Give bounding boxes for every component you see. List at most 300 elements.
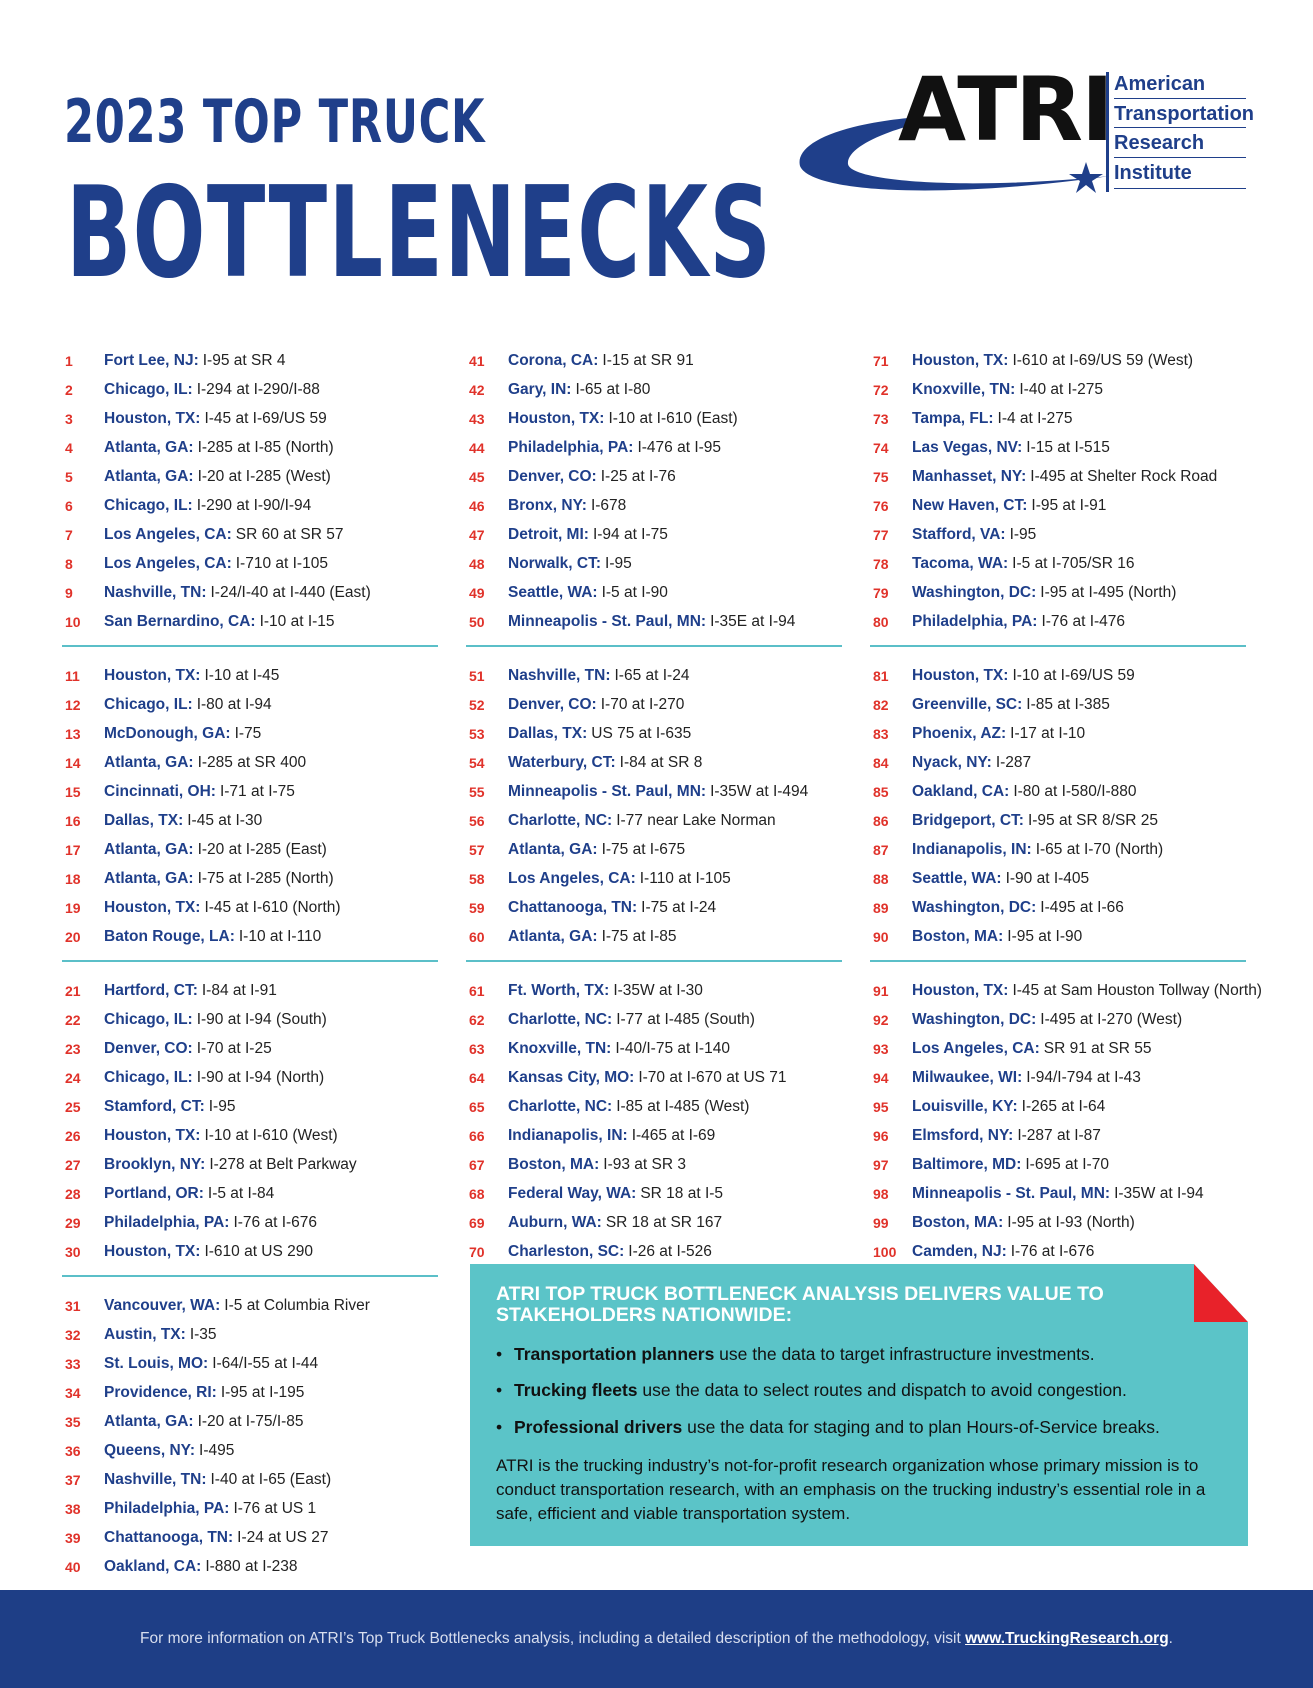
road-label: I-20 at I-285 (East) [197,840,327,858]
location-label: Washington, DC: [912,583,1037,601]
rank-number: 23 [65,1040,81,1057]
road-label: I-678 [590,496,627,514]
road-label: I-495 at I-66 [1040,898,1124,916]
list-item [466,748,866,777]
list-item [466,893,866,922]
location-label: Houston, TX: [508,409,605,427]
value-panel [470,1264,1248,1546]
logo-rule [1114,188,1246,189]
road-label: I-495 at I-270 (West) [1040,1010,1183,1028]
rank-number: 31 [65,1297,81,1314]
bullet-text: use the data to target infrastructure investments. [714,1344,1095,1364]
footer-text [0,1630,1313,1648]
location-label: Minneapolis - St. Paul, MN: [912,1184,1111,1202]
rank-number: 73 [873,410,889,427]
location-label: Chattanooga, TN: [508,898,638,916]
location-label: McDonough, GA: [104,724,231,742]
road-label: I-70 at I-25 [196,1039,272,1057]
rank-number: 40 [65,1558,81,1575]
road-label: I-95 at I-91 [1031,496,1107,514]
rank-number: 8 [65,555,73,572]
list-item [870,1005,1270,1034]
rank-number: 3 [65,410,73,427]
road-label: I-76 at I-676 [1010,1242,1095,1260]
list-item [870,690,1270,719]
rank-number: 88 [873,870,889,887]
panel-paragraph: ATRI is the trucking industry’s not-for-profit research organization whose primary mission is to conduct transportation research, with an emphasis on the trucking industry’s essential role in a safe, efficient and viable transportation system. [496,1456,1206,1523]
road-label: I-70 at I-670 at US 71 [638,1068,787,1086]
list-item [62,1005,462,1034]
road-label: I-65 at I-24 [614,666,690,684]
list-item [870,1121,1270,1150]
list-item [62,1092,462,1121]
section-divider [870,960,1246,962]
road-label: I-24 at US 27 [237,1528,329,1546]
location-label: Bronx, NY: [508,496,587,514]
section-divider [62,1275,438,1277]
list-item [466,1063,866,1092]
location-label: Brooklyn, NY: [104,1155,206,1173]
panel-heading: ATRI TOP TRUCK BOTTLENECK ANALYSIS DELIVERS VALUE TO STAKEHOLDERS NATIONWIDE: [496,1283,1104,1327]
road-label: I-75 at I-285 (North) [197,869,334,887]
location-label: Boston, MA: [912,1213,1004,1231]
rank-number: 86 [873,812,889,829]
rank-number: 63 [469,1040,485,1057]
list-item [62,578,462,607]
list-item [62,1552,462,1581]
list-item [466,1121,866,1150]
road-label: I-40/I-75 at I-140 [615,1039,730,1057]
list-item [466,1150,866,1179]
bottleneck-group [870,661,1270,951]
road-label: I-95 at I-93 (North) [1007,1213,1135,1231]
location-label: Philadelphia, PA: [104,1499,230,1517]
road-label: I-476 at I-95 [637,438,722,456]
logo-sub-american: American [1114,73,1206,95]
road-label: US 75 at I-635 [591,724,692,742]
location-label: Elmsford, NY: [912,1126,1014,1144]
location-label: Boston, MA: [508,1155,600,1173]
road-label: I-76 at I-476 [1041,612,1126,630]
location-label: Los Angeles, CA: [912,1039,1040,1057]
list-item [62,375,462,404]
location-label: Houston, TX: [104,409,201,427]
list-item [466,661,866,690]
rank-number: 95 [873,1098,889,1115]
location-label: Norwalk, CT: [508,554,602,572]
location-label: Austin, TX: [104,1325,186,1343]
road-label: I-35W at I-30 [613,981,703,999]
rank-number: 51 [469,667,485,684]
list-item [62,520,462,549]
list-item [870,1237,1270,1266]
location-label: Kansas City, MO: [508,1068,635,1086]
road-label: I-287 at I-87 [1017,1126,1101,1144]
bottleneck-group [870,346,1270,636]
list-item [62,346,462,375]
location-label: Camden, NJ: [912,1242,1007,1260]
location-label: Houston, TX: [104,666,201,684]
rank-number: 83 [873,725,889,742]
location-label: Baltimore, MD: [912,1155,1022,1173]
list-item [62,491,462,520]
rank-number: 48 [469,555,485,572]
road-label: I-64/I-55 at I-44 [212,1354,319,1372]
rank-number: 99 [873,1214,889,1231]
location-label: Chicago, IL: [104,1068,193,1086]
bullet-text: use the data for staging and to plan Hours-of-Service breaks. [682,1417,1160,1437]
road-label: I-76 at US 1 [233,1499,317,1517]
location-label: St. Louis, MO: [104,1354,209,1372]
location-label: Seattle, WA: [508,583,598,601]
bottleneck-group [62,976,462,1266]
location-label: Houston, TX: [912,666,1009,684]
road-label: I-20 at I-75/I-85 [197,1412,304,1430]
location-label: Oakland, CA: [912,782,1010,800]
rank-number: 20 [65,928,81,945]
list-item [870,520,1270,549]
list-item [466,462,866,491]
list-item [870,549,1270,578]
rank-number: 64 [469,1069,485,1086]
rank-number: 79 [873,584,889,601]
list-item [62,1063,462,1092]
road-label: I-40 at I-65 (East) [210,1470,332,1488]
rank-number: 28 [65,1185,81,1202]
road-label: I-24/I-40 at I-440 (East) [210,583,371,601]
page-fold-icon [1194,1264,1248,1322]
list-item [62,404,462,433]
rank-number: 11 [65,667,80,684]
location-label: Seattle, WA: [912,869,1002,887]
list-item [466,404,866,433]
list-item [466,549,866,578]
rank-number: 56 [469,812,485,829]
rank-number: 72 [873,381,889,398]
location-label: Dallas, TX: [104,811,184,829]
road-label: SR 91 at SR 55 [1043,1039,1152,1057]
rank-number: 6 [65,497,73,514]
road-label: I-10 at I-610 (East) [608,409,738,427]
list-item [466,976,866,1005]
location-label: Atlanta, GA: [104,753,194,771]
list-item [870,922,1270,951]
rank-number: 93 [873,1040,889,1057]
list-item [870,835,1270,864]
location-label: Philadelphia, PA: [508,438,634,456]
list-item [62,1523,462,1552]
road-label: I-95 at I-495 (North) [1040,583,1177,601]
list-item [870,346,1270,375]
road-label: I-5 at I-705/SR 16 [1012,554,1135,572]
panel-bullet: • Professional drivers use the data for staging and to plan Hours-of-Service breaks. [496,1417,1160,1437]
rank-number: 76 [873,497,889,514]
location-label: Providence, RI: [104,1383,217,1401]
rank-number: 57 [469,841,485,858]
location-label: Nashville, TN: [104,583,207,601]
list-item [62,777,462,806]
road-label: I-20 at I-285 (West) [197,467,331,485]
rank-number: 19 [65,899,81,916]
list-item [62,1494,462,1523]
location-label: Philadelphia, PA: [912,612,1038,630]
section-divider [62,645,438,647]
rank-number: 41 [469,352,485,369]
rank-number: 53 [469,725,485,742]
location-label: Nashville, TN: [508,666,611,684]
list-item [62,1208,462,1237]
list-item [870,661,1270,690]
list-item [870,491,1270,520]
road-label: I-95 at SR 4 [202,351,286,369]
list-item [62,661,462,690]
rank-number: 30 [65,1243,81,1260]
location-label: Nyack, NY: [912,753,992,771]
rank-number: 34 [65,1384,81,1401]
footer-suffix: . [1168,1630,1173,1647]
rank-number: 2 [65,381,73,398]
rank-number: 21 [65,982,81,999]
location-label: Nashville, TN: [104,1470,207,1488]
road-label: I-45 at I-610 (North) [204,898,341,916]
rank-number: 12 [65,696,81,713]
rank-number: 16 [65,812,81,829]
list-item [870,375,1270,404]
logo-sub-institute: Institute [1114,162,1192,184]
rank-number: 38 [65,1500,81,1517]
logo-sub-transportation: Transportation [1114,103,1255,125]
road-label: I-10 at I-110 [238,927,322,945]
list-item [466,719,866,748]
road-label: I-80 at I-94 [196,695,272,713]
list-item [62,1121,462,1150]
rank-number: 32 [65,1326,81,1343]
location-label: Louisville, KY: [912,1097,1018,1115]
road-label: I-90 at I-405 [1005,869,1090,887]
list-item [62,1378,462,1407]
list-item [870,433,1270,462]
logo-sub-research: Research [1114,132,1205,154]
rank-number: 35 [65,1413,81,1430]
rank-number: 50 [469,613,485,630]
list-item [62,922,462,951]
list-item [466,690,866,719]
logo-rule [1114,157,1246,158]
rank-number: 65 [469,1098,485,1115]
location-label: Charlotte, NC: [508,1010,613,1028]
road-label: I-95 at SR 8/SR 25 [1027,811,1159,829]
rank-number: 17 [65,841,81,858]
rank-number: 42 [469,381,485,398]
road-label: I-65 at I-80 [575,380,651,398]
bottleneck-group [62,346,462,636]
atri-logo-word: ATRI [898,58,1112,161]
location-label: Waterbury, CT: [508,753,616,771]
location-label: Oakland, CA: [104,1557,202,1575]
location-label: Corona, CA: [508,351,599,369]
road-label: I-94/I-794 at I-43 [1026,1068,1141,1086]
road-label: I-290 at I-90/I-94 [196,496,312,514]
list-item [466,1092,866,1121]
road-label: I-265 at I-64 [1021,1097,1106,1115]
road-label: I-35 [189,1325,217,1343]
location-label: Los Angeles, CA: [508,869,636,887]
list-item [62,1465,462,1494]
list-item [870,893,1270,922]
location-label: Washington, DC: [912,898,1037,916]
road-label: I-285 at SR 400 [197,753,307,771]
list-item [870,1092,1270,1121]
list-item [466,1034,866,1063]
location-label: Knoxville, TN: [508,1039,612,1057]
road-label: I-80 at I-580/I-880 [1013,782,1137,800]
rank-number: 84 [873,754,889,771]
rank-number: 54 [469,754,485,771]
road-label: I-610 at I-69/US 59 (West) [1012,351,1194,369]
bottleneck-group [870,976,1270,1266]
rank-number: 45 [469,468,485,485]
location-label: Atlanta, GA: [104,438,194,456]
rank-number: 33 [65,1355,81,1372]
road-label: I-695 at I-70 [1025,1155,1109,1173]
list-item [870,806,1270,835]
section-divider [466,645,842,647]
location-label: Auburn, WA: [508,1213,602,1231]
list-item [62,1150,462,1179]
rank-number: 92 [873,1011,889,1028]
page-title-line-2: BOTTLENECKS [66,159,773,306]
list-item [466,777,866,806]
rank-number: 55 [469,783,485,800]
location-label: Greenville, SC: [912,695,1023,713]
bottleneck-group [62,661,462,951]
location-label: Charlotte, NC: [508,1097,613,1115]
rank-number: 85 [873,783,889,800]
location-label: Tacoma, WA: [912,554,1009,572]
rank-number: 60 [469,928,485,945]
rank-number: 91 [873,982,889,999]
road-label: I-710 at I-105 [235,554,328,572]
rank-number: 36 [65,1442,81,1459]
list-item [466,922,866,951]
panel-bullet: • Transportation planners use the data to target infrastructure investments. [496,1344,1095,1364]
location-label: Houston, TX: [104,1242,201,1260]
panel-bullet: • Trucking fleets use the data to select routes and dispatch to avoid congestion. [496,1380,1127,1400]
list-item [870,607,1270,636]
list-item [870,777,1270,806]
bottleneck-column-1 [62,346,462,1581]
logo-rule [1114,127,1246,128]
list-item [466,1005,866,1034]
rank-number: 94 [873,1069,889,1086]
list-item [466,1237,866,1266]
location-label: Queens, NY: [104,1441,196,1459]
list-item [62,748,462,777]
rank-number: 24 [65,1069,81,1086]
rank-number: 78 [873,555,889,572]
location-label: Los Angeles, CA: [104,554,232,572]
road-label: I-10 at I-610 (West) [204,1126,338,1144]
rank-number: 1 [65,352,73,369]
list-item [870,462,1270,491]
rank-number: 74 [873,439,889,456]
location-label: Federal Way, WA: [508,1184,637,1202]
road-label: I-45 at I-30 [187,811,263,829]
rank-number: 100 [873,1243,897,1260]
footer-message: For more information on ATRI’s Top Truck Bottlenecks analysis, including a detailed description of the methodology, visit [140,1630,966,1647]
road-label: I-278 at Belt Parkway [209,1155,357,1173]
rank-number: 71 [873,352,889,369]
road-label: I-94 at I-75 [592,525,668,543]
list-item [466,1208,866,1237]
road-label: I-5 at I-84 [207,1184,275,1202]
list-item [870,1034,1270,1063]
list-item [870,1063,1270,1092]
location-label: Atlanta, GA: [104,840,194,858]
rank-number: 68 [469,1185,485,1202]
location-label: Cincinnati, OH: [104,782,216,800]
list-item [870,1150,1270,1179]
road-label: I-285 at I-85 (North) [197,438,334,456]
rank-number: 43 [469,410,485,427]
location-label: Los Angeles, CA: [104,525,232,543]
rank-number: 25 [65,1098,81,1115]
rank-number: 39 [65,1529,81,1546]
list-item [870,719,1270,748]
road-label: I-76 at I-676 [233,1213,318,1231]
rank-number: 75 [873,468,889,485]
trucking-research-link[interactable]: www.TruckingResearch.org [965,1630,1169,1647]
list-item [62,806,462,835]
rank-number: 10 [65,613,81,630]
rank-number: 97 [873,1156,889,1173]
rank-number: 96 [873,1127,889,1144]
location-label: Denver, CO: [508,467,597,485]
location-label: Hartford, CT: [104,981,198,999]
road-label: I-35W at I-494 [710,782,809,800]
rank-number: 27 [65,1156,81,1173]
rank-number: 37 [65,1471,81,1488]
location-label: Indianapolis, IN: [912,840,1032,858]
road-label: I-35W at I-94 [1114,1184,1204,1202]
list-item [62,1034,462,1063]
location-label: Charlotte, NC: [508,811,613,829]
road-label: I-35E at I-94 [710,612,796,630]
rank-number: 52 [469,696,485,713]
location-label: Bridgeport, CT: [912,811,1024,829]
location-label: Indianapolis, IN: [508,1126,628,1144]
list-item [870,1179,1270,1208]
road-label: I-45 at Sam Houston Tollway (North) [1012,981,1262,999]
location-label: Houston, TX: [912,981,1009,999]
road-label: I-294 at I-290/I-88 [196,380,320,398]
rank-number: 29 [65,1214,81,1231]
location-label: Stamford, CT: [104,1097,205,1115]
list-item [870,404,1270,433]
road-label: I-10 at I-45 [204,666,280,684]
list-item [62,462,462,491]
location-label: Chicago, IL: [104,1010,193,1028]
rank-number: 5 [65,468,73,485]
road-label: I-10 at I-15 [259,612,335,630]
list-item [466,1179,866,1208]
location-label: Charleston, SC: [508,1242,625,1260]
list-item [466,491,866,520]
page-title-line-1: 2023 TOP TRUCK [64,87,486,157]
bullet-bold: Trucking fleets [514,1380,638,1400]
bottleneck-group [466,346,866,636]
rank-number: 44 [469,439,485,456]
